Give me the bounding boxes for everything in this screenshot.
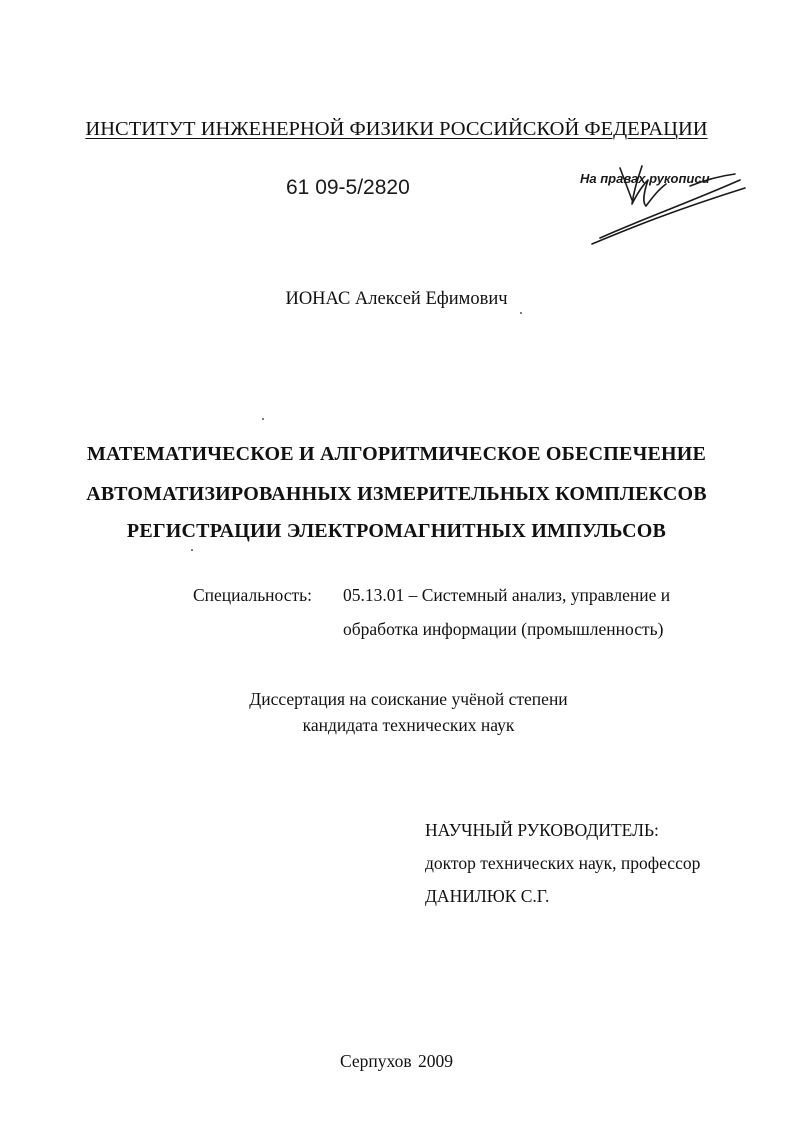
specialty-description-line: обработка информации (промышленность) <box>343 619 664 639</box>
specialty-code-line: 05.13.01 – Системный анализ, управление и <box>343 585 671 605</box>
author-name: ИОНАС Алексей Ефимович <box>285 289 508 309</box>
supervisor-degree: доктор технических наук, профессор <box>425 853 701 873</box>
specialty-label: Специальность: <box>193 585 312 605</box>
city-year: Серпухов 2009 <box>340 1051 453 1071</box>
degree-statement-line: кандидата технических наук <box>302 715 515 735</box>
scan-speck <box>262 418 264 420</box>
supervisor-heading: НАУЧНЫЙ РУКОВОДИТЕЛЬ: <box>425 820 659 840</box>
dissertation-title-line: РЕГИСТРАЦИИ ЭЛЕКТРОМАГНИТНЫХ ИМПУЛЬСОВ <box>126 520 667 542</box>
supervisor-name: ДАНИЛЮК С.Г. <box>425 886 550 906</box>
scan-speck <box>520 312 522 314</box>
institute-name: ИНСТИТУТ ИНЖЕНЕРНОЙ ФИЗИКИ РОССИЙСКОЙ ФЕДЕРАЦИИ <box>85 118 708 140</box>
degree-statement-line: Диссертация на соискание учёной степени <box>249 689 568 709</box>
dissertation-title-line: МАТЕМАТИЧЕСКОЕ И АЛГОРИТМИЧЕСКОЕ ОБЕСПЕЧЕНИЕ <box>86 443 707 465</box>
scan-speck <box>191 549 193 551</box>
dissertation-title-line: АВТОМАТИЗИРОВАННЫХ ИЗМЕРИТЕЛЬНЫХ КОМПЛЕКСОВ <box>86 483 707 505</box>
registry-number: 61 09-5/2820 <box>286 176 410 199</box>
rights-stamp-label: На правах рукописи <box>580 171 710 186</box>
